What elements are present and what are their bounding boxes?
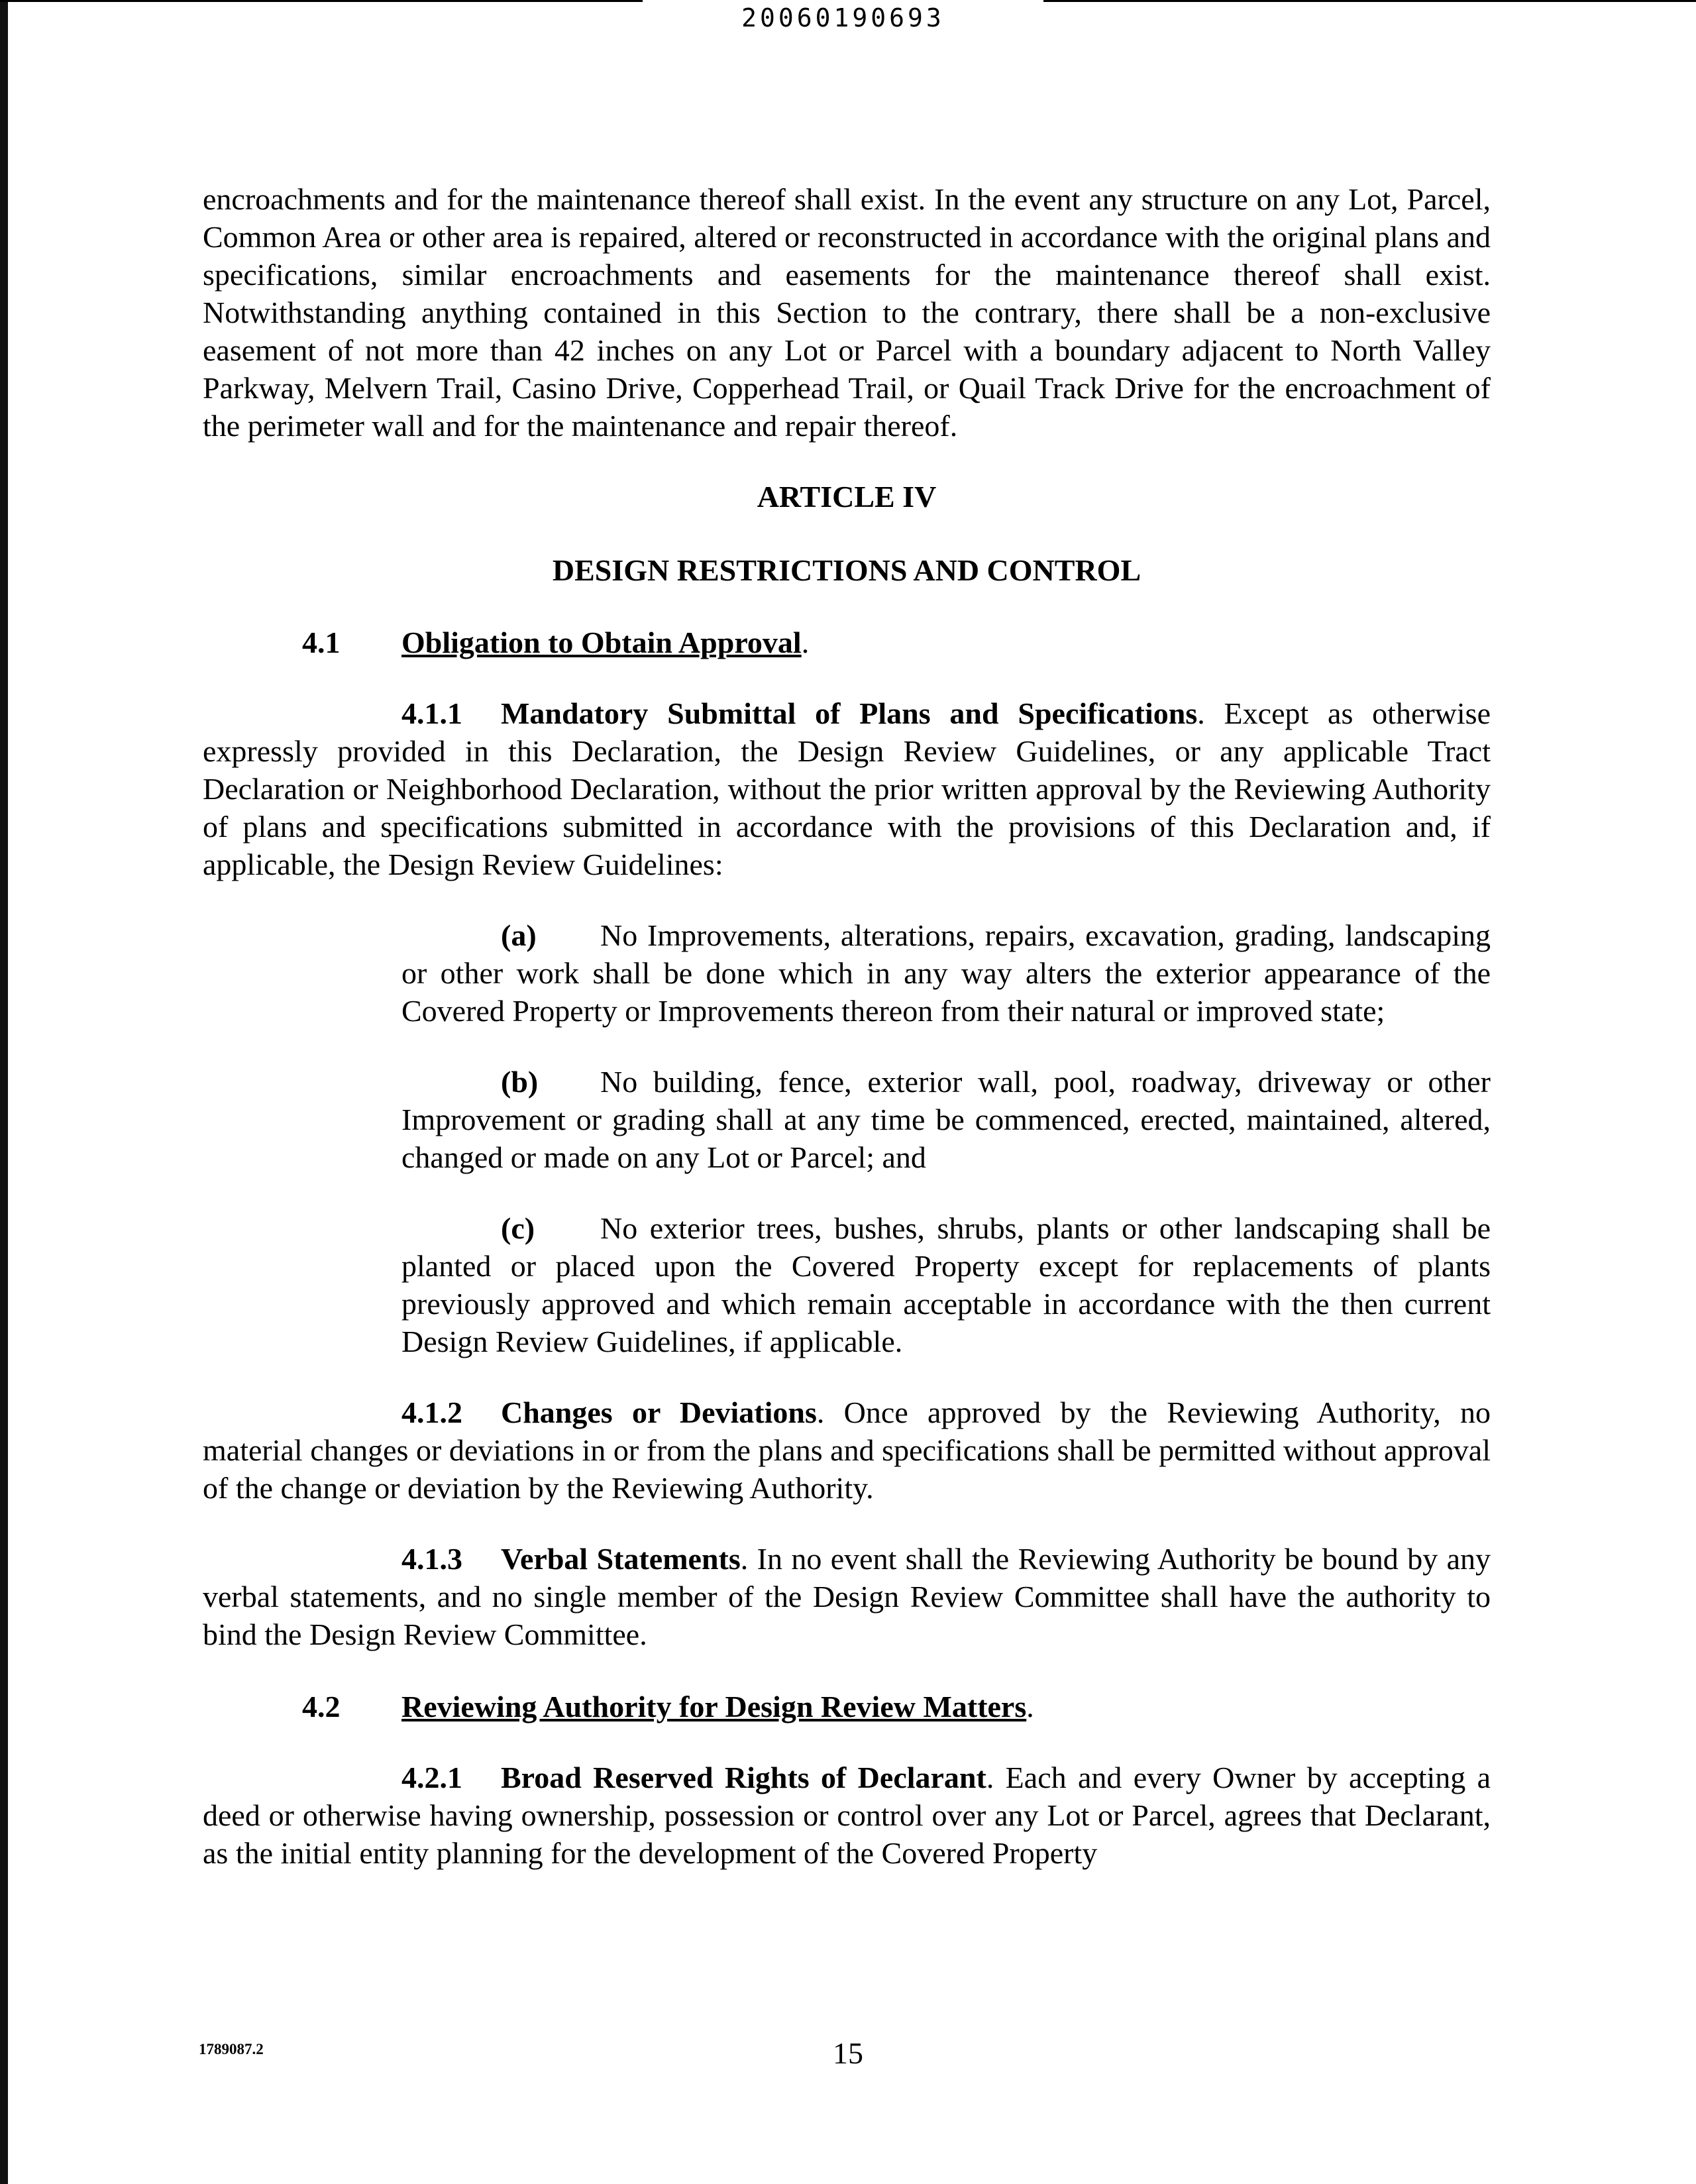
list-item-b <box>401 1063 1491 1176</box>
section-number: 4.1 <box>302 626 341 659</box>
subsection-text: . In no event shall the Reviewing Authority be bound by any verbal statements, and no single member of the Design Review Committee shall have the authority to bind the Design Review Committee. <box>203 1542 1491 1651</box>
subsection-4-1-3 <box>203 1540 1491 1653</box>
section-number: 4.2 <box>302 1690 341 1723</box>
continuation-paragraph: encroachments and for the maintenance thereof shall exist. In the event any structure on any Lot, Parcel, Common Area or other area is repaired, altered or reconstructed in accordance with the original plans and specifications, similar encroachments and easements for the maintenance thereof shall exist. Notwithstanding anything contained in this Section to the contrary, there shall be a non-exclusive easement of not more than 42 inches on any Lot or Parcel with a boundary adjacent to North Valley Parkway, Melvern Trail, Casino Drive, Copperhead Trail, or Quail Track Drive for the encroachment of the perimeter wall and for the maintenance and repair thereof. <box>203 182 1491 443</box>
footer-document-id: 1789087.2 <box>199 2041 264 2057</box>
page-number: 15 <box>833 2036 863 2070</box>
list-item-c <box>401 1209 1491 1360</box>
section-4-2-heading <box>203 1688 1491 1725</box>
section-title: Obligation to Obtain Approval <box>401 626 802 659</box>
article-label: ARTICLE IV <box>757 480 937 514</box>
subsection-number: 4.2.1 <box>401 1761 462 1794</box>
header-rule-right <box>1043 0 1696 2</box>
subsection-text: . Each and every Owner by accepting a deed or otherwise having ownership, possession or control over any Lot or Parcel, agrees that Declarant, as the initial entity planning for the development of the Covered Property <box>203 1761 1491 1870</box>
list-item-text: No Improvements, alterations, repairs, excavation, grading, landscaping or other work shall be done which in any way alters the exterior appearance of the Covered Property or Improvements thereon from their natural or improved state; <box>401 918 1491 1028</box>
subsection-title: Changes or Deviations <box>501 1395 817 1429</box>
subsection-title: Broad Reserved Rights of Declarant <box>501 1761 986 1794</box>
section-title-end: . <box>1026 1690 1034 1723</box>
subsection-4-1-2 <box>203 1393 1491 1507</box>
article-title: DESIGN RESTRICTIONS AND CONTROL <box>552 553 1141 587</box>
header-rule-left <box>0 0 643 2</box>
section-4-1-heading <box>203 624 1491 661</box>
subsection-number: 4.1.3 <box>401 1542 462 1576</box>
subsection-title: Verbal Statements <box>501 1542 741 1576</box>
document-number: 20060190693 <box>741 3 945 32</box>
list-item-label: (b) <box>501 1065 539 1099</box>
list-item-label: (a) <box>501 918 537 952</box>
list-item-a <box>401 916 1491 1030</box>
subsection-text: . Except as otherwise expressly provided in this Declaration, the Design Review Guidelines, or any applicable Tract Declaration or Neighborhood Declaration, without the prior written approval by the Reviewing Authority of plans and specifications submitted in accordance with the provisions of this Declaration and, if applicable, the Design Review Guidelines: <box>203 696 1491 881</box>
subsection-4-2-1 <box>203 1759 1491 1872</box>
section-title: Reviewing Authority for Design Review Matters <box>401 1690 1027 1723</box>
subsection-number: 4.1.1 <box>401 696 462 730</box>
subsection-number: 4.1.2 <box>401 1395 462 1429</box>
scan-edge <box>0 0 8 2184</box>
subsection-title: Mandatory Submittal of Plans and Specifications <box>501 696 1198 730</box>
page-body <box>203 180 1491 1872</box>
list-item-label: (c) <box>501 1211 535 1245</box>
subsection-4-1-1 <box>203 694 1491 883</box>
list-item-text: No exterior trees, bushes, shrubs, plants or other landscaping shall be planted or placed upon the Covered Property except for replacements of plants previously approved and which remain acceptable in accordance with the then current Design Review Guidelines, if applicable. <box>401 1211 1491 1358</box>
subsection-text: . Once approved by the Reviewing Authority, no material changes or deviations in or from the plans and specifications shall be permitted without approval of the change or deviation by the Reviewing Authority. <box>203 1395 1491 1505</box>
section-title-end: . <box>801 626 810 659</box>
list-item-text: No building, fence, exterior wall, pool, roadway, driveway or other Improvement or grading shall at any time be commenced, erected, maintained, altered, changed or made on any Lot or Parcel; and <box>401 1065 1491 1174</box>
